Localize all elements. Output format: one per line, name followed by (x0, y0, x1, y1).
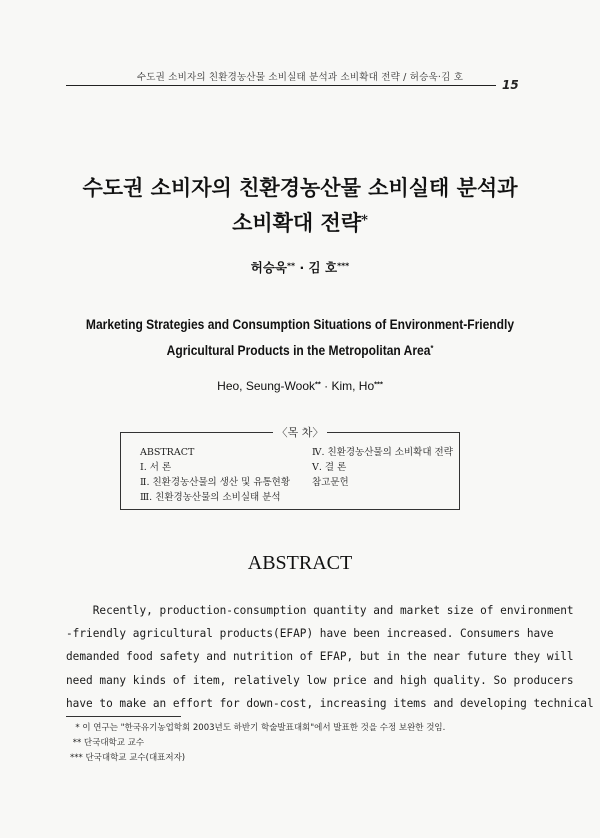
toc-entry: Ⅲ. 친환경농산물의 소비실태 분석 (140, 492, 281, 503)
english-author-1: Heo, Seung-Wook (217, 379, 315, 393)
toc-right-column (312, 445, 453, 490)
english-title-line-2: Agricultural Products in the Metropolitan Area* (166, 341, 434, 358)
toc-entry: ABSTRACT (140, 447, 195, 458)
running-header: 수도권 소비자의 친환경농산물 소비실태 분석과 소비확대 전략 / 허승욱·김 호 (136, 72, 464, 83)
toc-entry: 참고문헌 (312, 477, 349, 488)
english-author-2: Kim, Ho (331, 379, 375, 393)
korean-author-separator: · (295, 260, 309, 275)
abstract-body (66, 599, 594, 715)
english-title-line-1: Marketing Strategies and Consumption Situations of Environment-Friendly (85, 316, 515, 332)
abstract-heading: ABSTRACT (247, 552, 353, 574)
korean-author-1: 허승욱 (250, 260, 287, 275)
footnote-rule (66, 716, 181, 717)
english-authors (0, 379, 600, 393)
abstract-line: demanded food safety and nutrition of EFAP, but in the near future they will (66, 650, 574, 664)
toc-entry: Ⅴ. 결 론 (312, 462, 347, 473)
footnote: ** 단국대학교 교수 (70, 738, 145, 748)
table-of-contents-title: 〈목 차〉 (0, 424, 600, 440)
abstract-line: -friendly agricultural products(EFAP) have been increased. Consumers have (66, 627, 554, 641)
toc-left-column (140, 445, 290, 505)
korean-authors (0, 258, 600, 276)
korean-title-footnote-mark: * (361, 213, 368, 228)
toc-entry: Ⅰ. 서 론 (140, 462, 172, 473)
toc-entry: Ⅳ. 친환경농산물의 소비확대 전략 (312, 447, 453, 458)
english-title-footnote-mark: * (430, 343, 434, 353)
english-author-2-mark: *** (374, 379, 383, 389)
abstract-line: Recently, production-consumption quantity and market size of environment (66, 604, 574, 617)
korean-author-2-mark: *** (337, 261, 350, 271)
english-author-separator: · (320, 379, 332, 393)
footnote: * 이 연구는 "한국유기농업학회 2003년도 하반기 학술발표대회"에서 발표한 것을 수정 보완한 것임. (70, 723, 446, 733)
korean-title-line-2: 소비확대 전략* (232, 209, 368, 235)
abstract-line: need many kinds of item, relatively low price and high quality. So producers (66, 673, 574, 687)
footnote: *** 단국대학교 교수(대표저자) (70, 753, 186, 763)
toc-entry: Ⅱ. 친환경농산물의 생산 및 유통현황 (140, 477, 291, 488)
korean-author-1-mark: ** (286, 261, 296, 271)
abstract-line: have to make an effort for down-cost, increasing items and developing technical (66, 696, 594, 710)
korean-title (0, 171, 600, 239)
footnotes (70, 721, 445, 766)
page-number: 15 (502, 78, 519, 92)
english-title (42, 312, 558, 362)
korean-author-2: 김 호 (308, 260, 338, 275)
english-author-1-mark: ** (315, 379, 321, 389)
header-rule (66, 85, 496, 86)
korean-title-line-1: 수도권 소비자의 친환경농산물 소비실태 분석과 (82, 175, 518, 200)
